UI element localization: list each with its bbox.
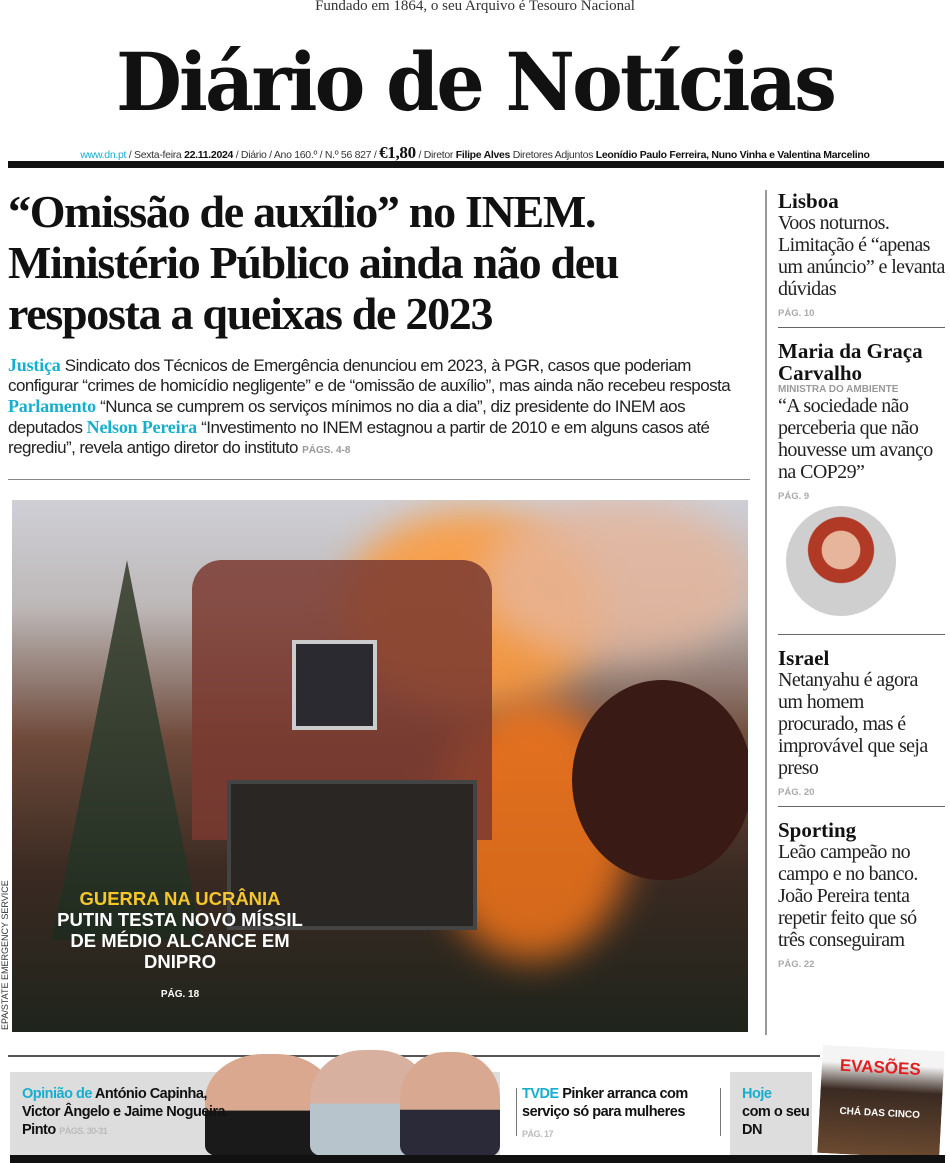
kicker: Justiça (8, 355, 61, 375)
teaser-text: com o seu DN (742, 1104, 810, 1138)
page-ref: PÁG. 20 (778, 787, 815, 798)
tree (572, 680, 748, 880)
brief-text: “A sociedade não perceberia que não houvesse um avanço na COP29” (778, 395, 933, 483)
page-ref: PÁGS. 4-8 (302, 445, 351, 456)
window (292, 640, 377, 730)
lead-summary (8, 355, 753, 461)
columnists: António Capinha, Victor Ângelo e Jaime Nogueira Pinto (22, 1086, 226, 1138)
kicker: Parlamento (8, 396, 96, 416)
divider (8, 1055, 820, 1057)
info-text: / Sexta-feira (126, 149, 185, 161)
photo-caption[interactable] (50, 888, 310, 1005)
info-text: / Diretor (415, 149, 456, 161)
divider (778, 806, 945, 807)
divider (516, 1088, 517, 1136)
tvde-teaser[interactable] (522, 1085, 722, 1143)
summary-text: “Nunca se cumprem os serviços mínimos no dia a dia”, diz presidente do INEM aos deputados (8, 397, 686, 437)
portrait-photo (786, 506, 896, 616)
brief-lisboa[interactable] (767, 190, 945, 327)
divider (8, 479, 750, 480)
brief-title: Israel (778, 646, 830, 670)
summary-text: “Investimento no INEM estagnou a partir de 2010 e em alguns casos até regrediu”, revela antigo diretor do instituto (8, 418, 710, 457)
website-link[interactable]: www.dn.pt (80, 149, 127, 161)
kicker: Hoje (742, 1086, 772, 1102)
edition-info (0, 143, 950, 162)
director-name: Filipe Alves (455, 149, 511, 161)
tagline: Fundado em 1864, o seu Arquivo é Tesouro Nacional (315, 0, 635, 14)
sidebar-briefs (765, 190, 945, 1035)
opinion-text (22, 1085, 242, 1140)
info-text: / Diário / Ano 160.º / N.º 56 827 / (233, 149, 380, 161)
kicker: Nelson Pereira (86, 417, 197, 437)
photo-credit: EPA/STATE EMERGENCY SERVICE (0, 880, 10, 1030)
page-ref: PÁG. 9 (778, 491, 810, 502)
page-ref: PÁGS. 30-31 (59, 1126, 108, 1136)
brief-text: Voos noturnos. Limitação é “apenas um anúncio” e levanta dúvidas (778, 212, 945, 300)
kicker: Opinião de (22, 1086, 92, 1102)
divider (8, 161, 944, 168)
divider (778, 327, 945, 328)
columnist-photo (400, 1052, 500, 1156)
magazine-logo: EVASÕES (839, 1055, 922, 1080)
adjunct-directors: Leonídio Paulo Ferreira, Nuno Vinha e Valentina Marcelino (595, 149, 870, 161)
brief-sporting[interactable] (767, 819, 945, 978)
lead-headline[interactable]: “Omissão de auxílio” no INEM. Ministério Público ainda não deu resposta a queixas de 2023 (8, 186, 619, 339)
teaser-text: Pinker arranca com serviço só para mulheres (522, 1086, 688, 1120)
page-ref: PÁG. 22 (778, 959, 815, 970)
magazine-cover[interactable] (815, 1043, 947, 1161)
summary-text: Sindicato dos Técnicos de Emergência denunciou em 2023, à PGR, casos que poderiam configurar “crimes de homicídio negligente” e de “omissão de auxílio”, mas ainda não recebeu resposta (8, 356, 731, 395)
caption-kicker: GUERRA NA UCRÂNIA (79, 888, 281, 909)
brief-title: Sporting (778, 818, 857, 842)
brief-israel[interactable] (767, 647, 945, 806)
brief-subtitle: MINISTRA DO AMBIENTE (778, 384, 899, 395)
divider (720, 1088, 721, 1136)
divider (778, 634, 945, 635)
fir-tree (52, 560, 202, 940)
caption-title: PUTIN TESTA NOVO MÍSSIL DE MÉDIO ALCANCE EM DNIPRO (57, 909, 303, 972)
page-ref: PÁG. 10 (778, 308, 815, 319)
brief-maria-da-graca-carvalho[interactable] (767, 340, 945, 634)
brief-title: Maria da Graça Carvalho (778, 339, 923, 385)
brief-title: Lisboa (778, 189, 839, 213)
brief-text: Leão campeão no campo e no banco. João Pereira tenta repetir feito que só três conseguiram (778, 841, 918, 951)
magazine-headline: CHÁ DAS CINCO (839, 1105, 921, 1122)
supplement-teaser[interactable] (742, 1085, 812, 1139)
footer-bar (10, 1155, 945, 1163)
kicker: TVDE (522, 1086, 559, 1102)
page-ref: PÁG. 17 (522, 1129, 554, 1139)
edition-date: 22.11.2024 (184, 149, 234, 161)
price: €1,80 (379, 143, 416, 162)
lead-story (8, 186, 753, 480)
page-ref: PÁG. 18 (160, 989, 200, 1000)
masthead-logo: Diário de Notícias (115, 35, 835, 129)
brief-text: Netanyahu é agora um homem procurado, mas é improvável que seja preso (778, 669, 928, 779)
info-text: Diretores Adjuntos (510, 149, 596, 161)
